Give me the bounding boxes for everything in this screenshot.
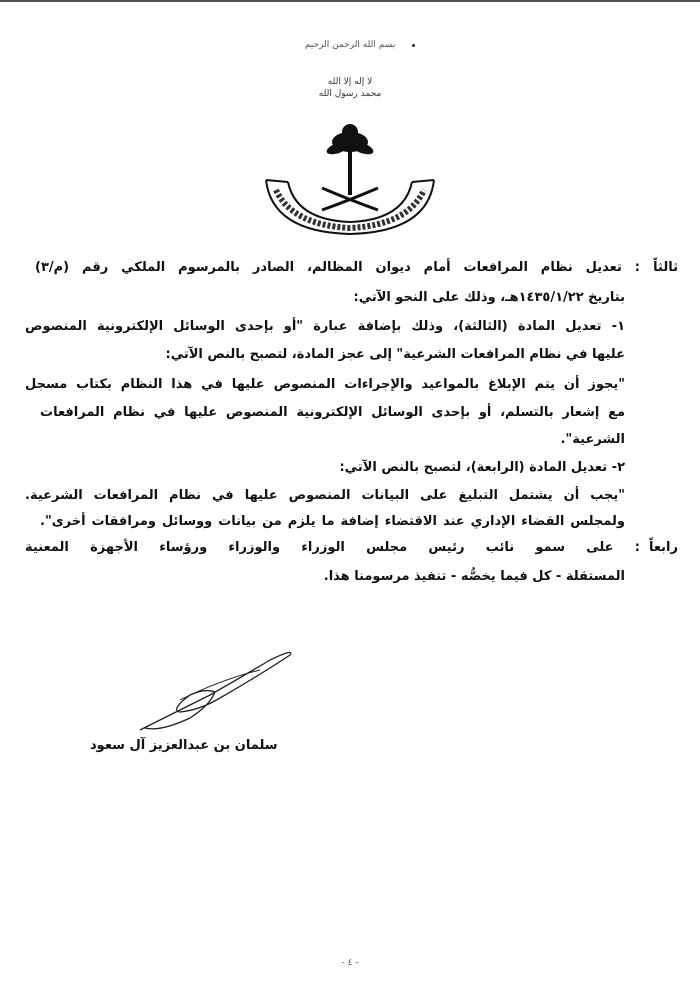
saudi-emblem (262, 120, 438, 235)
text-line: : تعديل نظام المرافعات أمام ديوان المظالم، الصادر بالمرسوم الملكي رقم (م/٣) (35, 260, 640, 275)
shahada-calligraphy: لا إله إلا الله محمد رسول الله (318, 77, 382, 99)
text-line: ١- تعديل المادة (الثالثة)، وذلك بإضافة عبارة "أو بإحدى الوسائل الإلكترونية المنصوص (25, 319, 625, 334)
handwritten-signature (120, 640, 320, 740)
signatory-name: سلمان بن عبدالعزيز آل سعود (90, 738, 278, 753)
text-line: الشرعية". (560, 432, 625, 447)
text-line: بتاريخ ١٤٣٥/١/٢٢هـ، وذلك على النحو الآتي: (353, 290, 625, 305)
scan-edge (0, 0, 700, 2)
mark-dot (412, 44, 415, 47)
text-line: مع إشعار بالتسلم، أو بإحدى الوسائل الإلكترونية المنصوص عليها في نظام المرافعات (40, 405, 625, 420)
text-line: : على سمو نائب رئيس مجلس الوزراء والوزراء ورؤساء الأجهزة المعنية (25, 540, 640, 555)
page-number: - ٤ - (341, 958, 359, 968)
text-line: ٢- تعديل المادة (الرابعة)، لتصبح بالنص الآتي: (339, 460, 625, 475)
text-line: "يجوز أن يتم الإبلاغ بالمواعيد والإجراءات المنصوص عليها في هذا النظام بكتاب مسجل (25, 377, 625, 392)
text-line: المستقلة - كل فيما يخصُّه - تنفيذ مرسومنا هذا. (323, 569, 625, 584)
basmala: بسم الله الرحمن الرحيم (304, 40, 396, 50)
text-line: "يجب أن يشتمل التبليغ على البيانات المنصوص عليها في نظام المرافعات الشرعية. (25, 488, 625, 503)
text-line: ولمجلس القضاء الإداري عند الاقتضاء إضافة ما يلزم من بيانات ووسائل ومرافقات أخرى". (40, 514, 625, 529)
palm-tree-icon (325, 124, 375, 195)
section-label-third: ثالثاً (653, 260, 678, 275)
section-label-fourth: رابعاً (648, 540, 678, 555)
text-line: عليها في نظام المرافعات الشرعية" إلى عجز المادة، لتصبح بالنص الآتي: (165, 347, 625, 362)
